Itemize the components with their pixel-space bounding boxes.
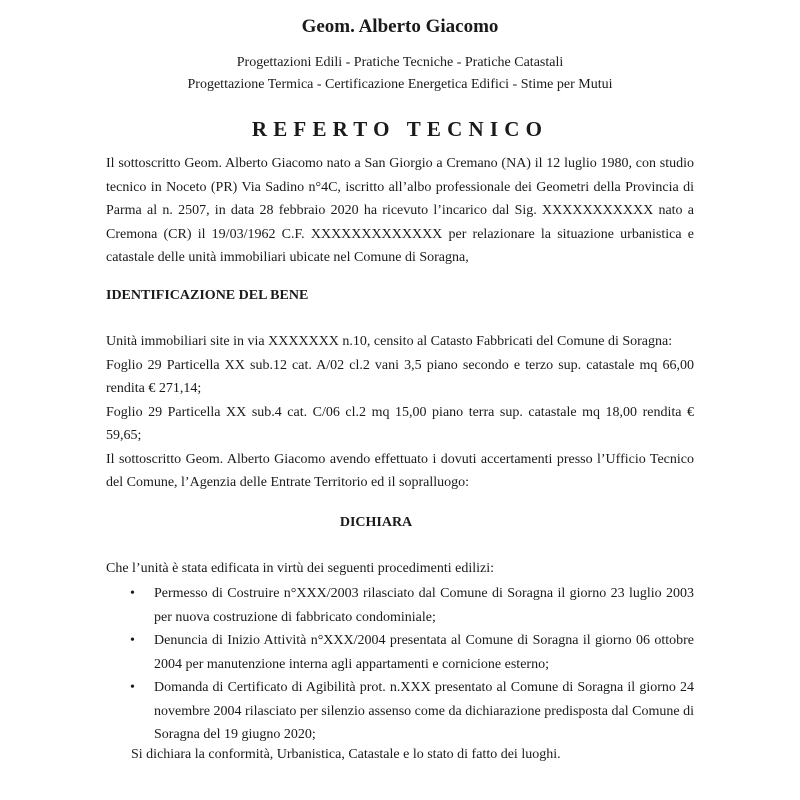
author-name: Geom. Alberto Giacomo bbox=[301, 16, 499, 37]
identification-line-4: Il sottoscritto Geom. Alberto Giacomo avendo effettuato i dovuti accertamenti presso l’Ufficio Tecnico del Comune, l’Agenzia delle Entrate Territorio ed il sopralluogo: bbox=[106, 451, 694, 490]
list-item bbox=[106, 676, 694, 747]
intro-paragraph: Il sottoscritto Geom. Alberto Giacomo nato a San Giorgio a Cremano (NA) il 12 luglio 1980, con studio tecnico in Noceto (PR) Via Sadino n°4C, iscritto all’albo professionale dei Geometri della Provincia di Parma al n. 2507, in data 28 febbraio 2020 ha ricevuto l’incarico dal Sig. XXXXXXXXXXX nato a Cremona (CR) il 19/03/1962 C.F. XXXXXXXXXXXXX per relazionare la situazione urbanistica e catastale delle unità immobiliari ubicate nel Comune di Soragna, bbox=[106, 156, 694, 265]
bullet-icon: • bbox=[130, 680, 135, 695]
procedures-list bbox=[106, 582, 694, 747]
header-services-line-2: Progettazione Termica - Certificazione Energetica Edifici - Stime per Mutui bbox=[187, 77, 613, 92]
list-item-text: Permesso di Costruire n°XXX/2003 rilasciato dal Comune di Soragna il giorno 23 luglio 2003 per nuova costruzione di fabbricato condominiale; bbox=[154, 586, 694, 625]
list-item-text: Denuncia di Inizio Attività n°XXX/2004 presentata al Comune di Soragna il giorno 06 ottobre 2004 per manutenzione interna agli appartamenti e cornicione esterno; bbox=[154, 633, 694, 672]
bullet-icon: • bbox=[130, 586, 135, 601]
identification-heading: IDENTIFICAZIONE DEL BENE bbox=[106, 288, 309, 303]
document-title: REFERTO TECNICO bbox=[251, 117, 549, 141]
declaration-heading: DICHIARA bbox=[339, 515, 413, 530]
identification-line-1: Unità immobiliari site in via XXXXXXX n.10, censito al Catasto Fabbricati del Comune di Soragna: bbox=[106, 334, 673, 349]
identification-line-2: Foglio 29 Particella XX sub.12 cat. A/02 cl.2 vani 3,5 piano secondo e terzo sup. catastale mq 66,00 rendita € 271,14; bbox=[106, 357, 694, 396]
header-services-line-1: Progettazioni Edili - Pratiche Tecniche - Pratiche Catastali bbox=[236, 55, 564, 70]
list-item bbox=[106, 629, 694, 676]
conformity-statement: Si dichiara la conformità, Urbanistica, Catastale e lo stato di fatto dei luoghi. bbox=[131, 747, 561, 762]
list-item bbox=[106, 582, 694, 629]
identification-line-3: Foglio 29 Particella XX sub.4 cat. C/06 cl.2 mq 15,00 piano terra sup. catastale mq 18,00 rendita € 59,65; bbox=[106, 404, 694, 443]
declaration-intro: Che l’unità è stata edificata in virtù dei seguenti procedimenti edilizi: bbox=[106, 561, 494, 576]
identification-block bbox=[106, 330, 694, 495]
list-item-text: Domanda di Certificato di Agibilità prot. n.XXX presentato al Comune di Soragna il giorno 24 novembre 2004 rilasciato per silenzio assenso come da dichiarazione predisposta dal Comune di Soragna del 19 giugno 2020; bbox=[154, 680, 694, 742]
bullet-icon: • bbox=[130, 633, 135, 648]
